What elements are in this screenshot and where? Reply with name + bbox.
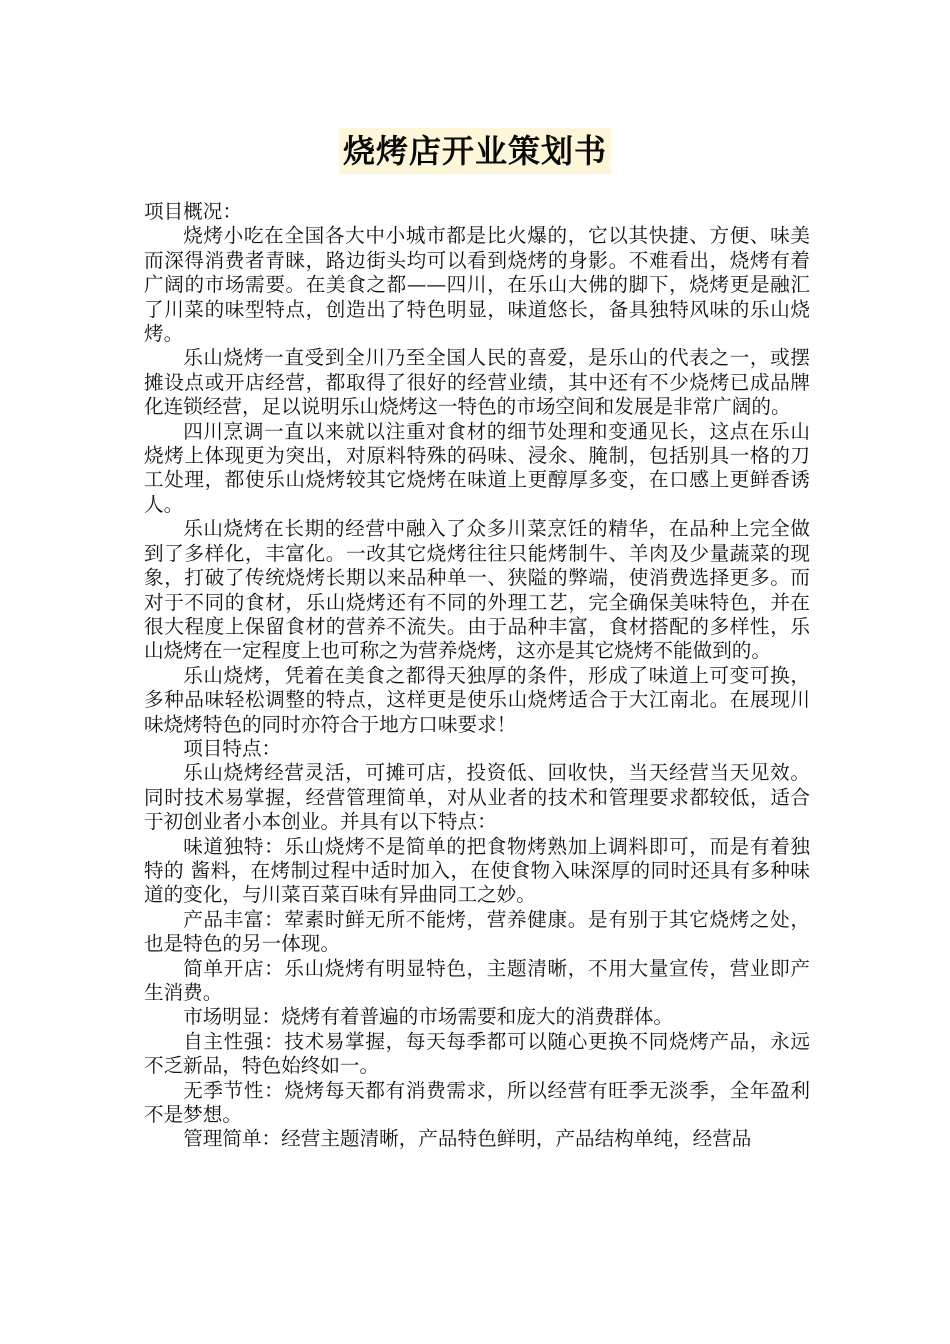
feature-item: 管理简单：经营主题清晰，产品特色鲜明，产品结构单纯，经营品 — [183, 1127, 752, 1151]
title-container — [0, 128, 950, 174]
feature-item: 市场明显：烧烤有着普遍的市场需要和庞大的消费群体。 — [183, 1005, 674, 1029]
feature-item: 自主性强：技术易掌握，每天每季都可以随心更换不同烧烤产品，永远不乏新品，特色始终如一。 — [144, 1029, 810, 1078]
paragraph: 乐山烧烤经营灵活，可摊可店，投资低、回收快，当天经营当天见效。同时技术易掌握，经营管理简单，对从业者的技术和管理要求都较低，适合于初创业者小本创业。并具有以下特点： — [144, 761, 810, 834]
feature-item: 味道独特：乐山烧烤不是简单的把食物烤熟加上调料即可，而是有着独特的 酱料，在烤制过程中适时加入，在使食物入味深厚的同时还具有多种味 道的变化，与川菜百菜百味有异曲同工之妙。 — [144, 834, 810, 907]
paragraph: 烧烤小吃在全国各大中小城市都是比火爆的，它以其快捷、方便、味美而深得消费者青睐，路边街头均可以看到烧烤的身影。不难看出，烧烤有着广阔的市场需要。在美食之都——四川，在乐山大佛的脚下，烧烤更是融汇了川菜的味型特点，创造出了特色明显，味道悠长，备具独特风味的乐山烧烤。 — [144, 224, 810, 346]
document-body — [144, 200, 810, 1152]
feature-item: 产品丰富：荤素时鲜无所不能烤，营养健康。是有别于其它烧烤之处，也是特色的另一体现。 — [144, 907, 810, 956]
feature-item: 无季节性：烧烤每天都有消费需求，所以经营有旺季无淡季，全年盈利不是梦想。 — [144, 1078, 810, 1127]
document-title: 烧烤店开业策划书 — [339, 128, 611, 174]
feature-item: 简单开店：乐山烧烤有明显特色，主题清晰，不用大量宣传，营业即产生消费。 — [144, 956, 810, 1004]
section-heading: 项目特点： — [183, 736, 282, 760]
paragraph: 项目概况： — [144, 200, 242, 223]
paragraph: 四川烹调一直以来就以注重对食材的细节处理和变通见长，这点在乐山烧烤上体现更为突出，对原料特殊的码味、浸氽、腌制，包括别具一格的刀工处理，都使乐山烧烤较其它烧烤在味道上更醇厚多变，在口感上更鲜香诱人。 — [144, 419, 810, 516]
paragraph: 乐山烧烤在长期的经营中融入了众多川菜烹饪的精华，在品种上完全做到了多样化，丰富化。一改其它烧烤往往只能烤制牛、羊肉及少量蔬菜的现象，打破了传统烧烤长期以来品种单一、狭隘的弊端，使消费选择更多。而对于不同的食材，乐山烧烤还有不同的外理工艺，完全确保美味特色，并在很大程度上保留食材的营养不流失。由于品种丰富，食材搭配的多样性，乐山烧烤在一定程度上也可称之为营养烧烤，这亦是其它烧烤不能做到的。 — [144, 517, 810, 663]
paragraph: 乐山烧烤，凭着在美食之都得天独厚的条件，形成了味道上可变可换，多种品味轻松调整的特点，这样更是使乐山烧烤适合于大江南北。在展现川味烧烤特色的同时亦符合于地方口味要求！ — [144, 663, 810, 736]
paragraph: 乐山烧烤一直受到全川乃至全国人民的喜爱，是乐山的代表之一，或摆摊设点或开店经营，都取得了很好的经营业绩，其中还有不少烧烤已成品牌化连锁经营，足以说明乐山烧烤这一特色的市场空间和发展是非常广阔的。 — [144, 346, 810, 419]
